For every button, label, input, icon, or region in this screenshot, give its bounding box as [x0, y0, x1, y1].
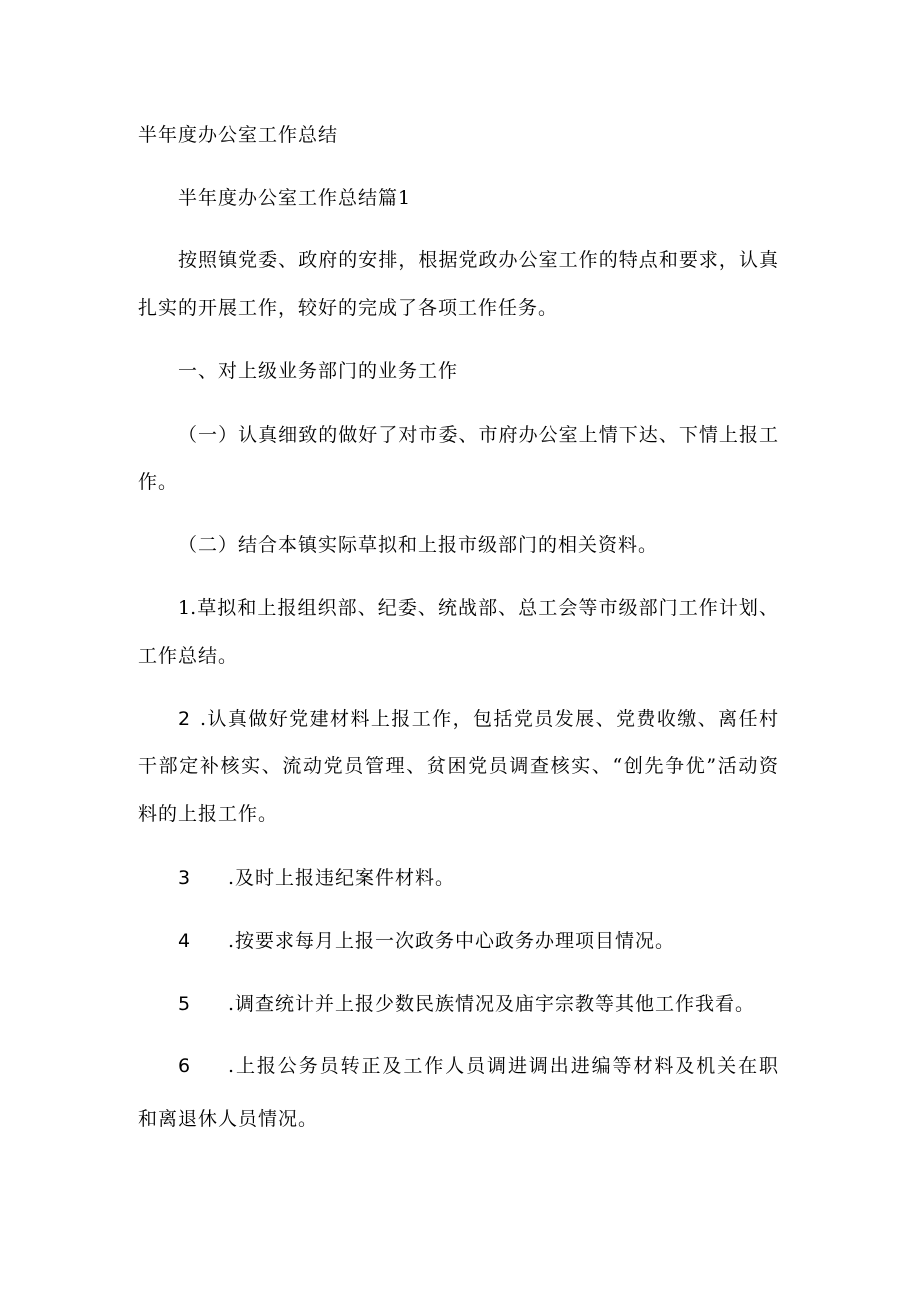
section-heading: 半年度办公室工作总结篇1	[178, 187, 412, 209]
subsection-one-line-1: （一）认真细致的做好了对市委、市府办公室上情下达、下情上报工	[178, 424, 778, 446]
intro-paragraph-line-2: 扎实的开展工作，较好的完成了各项工作任务。	[138, 297, 559, 319]
item-2-line-1: .认真做好党建材料上报工作，包括党员发展、党费收缴、离任村	[200, 708, 778, 730]
document-title: 半年度办公室工作总结	[138, 124, 339, 146]
subsection-one-line-2: 作。	[138, 471, 179, 493]
item-2-line-3: 料的上报工作。	[138, 803, 279, 825]
item-1-line-1: 1.草拟和上报组织部、纪委、统战部、总工会等市级部门工作计划、	[178, 597, 778, 619]
item-4-number: 4	[178, 930, 191, 952]
item-3-text: .及时上报违纪案件材料。	[228, 867, 456, 889]
item-6-line-1: .上报公务员转正及工作人员调进调出进编等材料及机关在职	[228, 1055, 778, 1077]
item-2-line-2: 干部定补核实、流动党员管理、贫困党员调查核实、“创先争优”活动资	[138, 755, 778, 777]
intro-paragraph-line-1: 按照镇党委、政府的安排，根据党政办公室工作的特点和要求，认真	[178, 249, 778, 271]
section-one-heading: 一、对上级业务部门的业务工作	[178, 360, 459, 382]
item-2-number: 2	[178, 708, 191, 730]
subsection-two: （二）结合本镇实际草拟和上报市级部门的相关资料。	[178, 534, 659, 556]
item-5-text: .调查统计并上报少数民族情况及庙宇宗教等其他工作我看。	[228, 993, 756, 1015]
item-3-number: 3	[178, 867, 191, 889]
item-5-number: 5	[178, 993, 191, 1015]
item-6-number: 6	[178, 1055, 191, 1077]
item-6-line-2: 和离退休人员情况。	[138, 1108, 319, 1130]
item-4-text: .按要求每月上报一次政务中心政务办理项目情况。	[228, 930, 676, 952]
item-1-line-2: 工作总结。	[138, 645, 239, 667]
